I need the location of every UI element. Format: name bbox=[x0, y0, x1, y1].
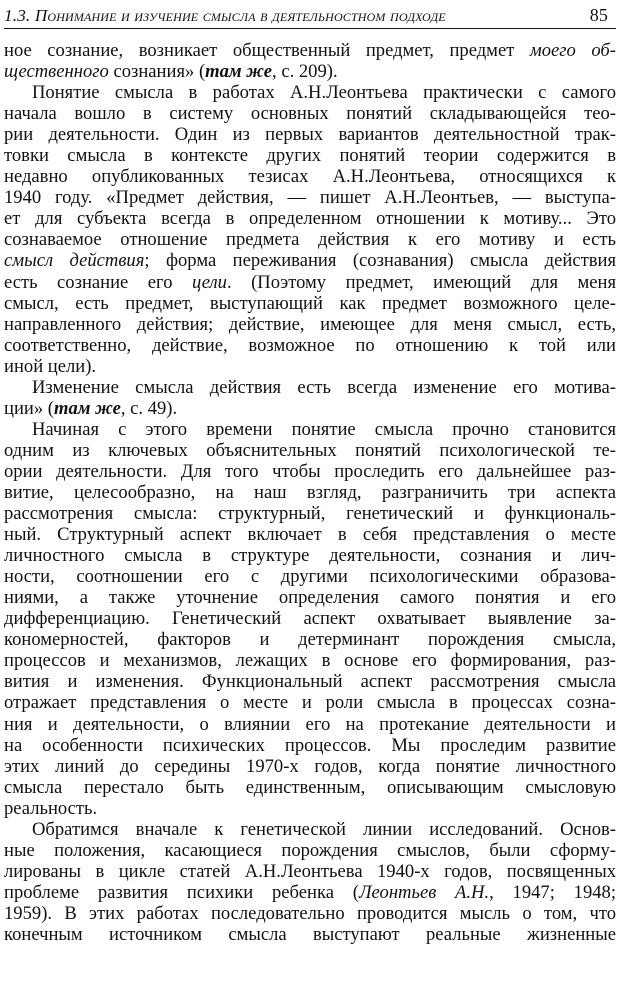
text-run: рии деятельности. Один из первых вариантов деятельностной трак- bbox=[4, 124, 616, 146]
text-line bbox=[4, 293, 616, 314]
text-line bbox=[4, 608, 616, 629]
text-run: сознания» ( bbox=[108, 61, 206, 83]
text-run: 1959). В этих работах последовательно проводится мысль о том, что bbox=[4, 902, 616, 924]
text-run: цели bbox=[191, 271, 227, 293]
text-run: реальность. bbox=[4, 797, 98, 819]
text-line bbox=[4, 356, 616, 377]
text-line bbox=[4, 798, 616, 819]
running-title: 1.3. Понимание и изучение смысла в деятельностном подходе bbox=[4, 6, 446, 25]
text-line bbox=[4, 482, 616, 503]
text-line bbox=[4, 440, 616, 461]
text-line bbox=[4, 272, 616, 293]
text-line bbox=[4, 103, 616, 124]
text-run: ный. Структурный аспект включает в себя представления о месте bbox=[4, 524, 616, 546]
text-line bbox=[4, 419, 616, 440]
text-line bbox=[4, 861, 616, 882]
text-run: . (Поэтому предмет, имеющий для меня bbox=[226, 271, 616, 293]
running-head bbox=[4, 2, 612, 28]
text-line bbox=[4, 903, 616, 924]
text-line bbox=[4, 924, 616, 945]
text-run: витие, целесообразно, на наш взгляд, разграничить три аспекта bbox=[4, 481, 616, 503]
text-run: ные положения, касающиеся порождения смыслов, были сформу- bbox=[4, 839, 616, 861]
text-line bbox=[4, 735, 616, 756]
text-run bbox=[205, 61, 272, 82]
text-line bbox=[4, 145, 616, 166]
text-line bbox=[4, 524, 616, 545]
text-run: иной цели). bbox=[4, 355, 97, 377]
text-line bbox=[4, 208, 616, 229]
text-run: вития и изменения. Функциональный аспект рассмотрения смысла bbox=[4, 671, 616, 693]
text-run: ное сознание, возникает общественный предмет, предмет bbox=[4, 40, 530, 61]
text-run: , 1947; 1948; bbox=[489, 881, 616, 903]
text-line bbox=[4, 335, 616, 356]
text-run: ; форма переживания (сознавания) смысла действия bbox=[144, 250, 616, 272]
text-line bbox=[4, 398, 616, 419]
header-rule bbox=[4, 28, 616, 29]
text-run: Понятие смысла в работах А.Н.Леонтьева практически с самого bbox=[32, 82, 616, 104]
text-run: на особенности психических процессов. Мы проследим развитие bbox=[4, 734, 616, 756]
text-run: 1940 году. «Предмет действия, — пишет А.Н.Леонтьев, — выступа- bbox=[4, 187, 616, 209]
text-line bbox=[4, 566, 616, 587]
text-line bbox=[4, 756, 616, 777]
text-run: Изменение смысла действия есть всегда изменение его мотива- bbox=[32, 376, 616, 398]
text-run: сознаваемое отношение предмета действия к его мотиву и есть bbox=[4, 229, 616, 251]
text-run bbox=[54, 398, 121, 419]
text-run: начала вошло в систему основных понятий складывающейся тео- bbox=[4, 103, 616, 125]
text-run: отражает представления о месте и роли смысла в процессах созна- bbox=[4, 692, 616, 714]
text-line bbox=[4, 629, 616, 650]
text-run: щественного bbox=[4, 61, 109, 83]
text-line bbox=[4, 503, 616, 524]
text-line bbox=[4, 587, 616, 608]
text-run: направленного действия; действие, имеющее для меня смысл, есть, bbox=[4, 313, 616, 335]
text-run: ниями, а также уточнение определения самого понятия и его bbox=[4, 587, 616, 609]
text-run: смысл, есть предмет, выступающий как предмет возможного целе- bbox=[4, 292, 616, 314]
text-line bbox=[4, 882, 616, 903]
text-run: личностного смысла в структуре деятельности, сознания и лич- bbox=[4, 545, 616, 567]
text-line bbox=[4, 650, 616, 671]
text-run: лированы в цикле статей А.Н.Леонтьева 1940-х годов, посвященных bbox=[4, 860, 616, 882]
page-number: 85 bbox=[589, 5, 608, 25]
text-line bbox=[4, 692, 616, 713]
text-run: процессов и механизмов, лежащих в основе его формирования, раз- bbox=[4, 650, 616, 672]
text-line bbox=[4, 840, 616, 861]
text-run: соответственно, действие, возможное по отношению к той или bbox=[4, 334, 616, 356]
text-run: Леонтьев А.Н. bbox=[358, 881, 490, 903]
body-text bbox=[4, 40, 616, 945]
text-run: рассмотрения смысла: структурный, генетический и функциональ- bbox=[4, 503, 616, 525]
text-run: Начиная с этого времени понятие смысла прочно становится bbox=[32, 418, 616, 440]
text-run: ории деятельности. Для того чтобы проследить его дальнейшее раз- bbox=[4, 460, 616, 482]
text-line bbox=[4, 314, 616, 335]
text-line bbox=[4, 545, 616, 566]
text-run: смысла перестало быть единственным, описывающим смысловую bbox=[4, 776, 616, 798]
text-line bbox=[4, 714, 616, 735]
text-line bbox=[4, 166, 616, 187]
text-line bbox=[4, 671, 616, 692]
text-run: товки смысла в контексте других понятий теории содержится в bbox=[4, 145, 616, 167]
text-run: конечным источником смысла выступают реальные жизненные bbox=[4, 923, 616, 945]
text-line bbox=[4, 777, 616, 798]
text-run: ции» ( bbox=[4, 397, 54, 419]
text-line bbox=[4, 250, 616, 271]
text-run: кономерностей, факторов и детерминант порождения смысла, bbox=[4, 629, 616, 651]
text-line bbox=[4, 461, 616, 482]
text-run: проблеме развития психики ребенка ( bbox=[4, 881, 359, 903]
text-run: , с. 209). bbox=[272, 61, 338, 83]
text-run: дифференциацию. Генетический аспект охватывает выявление за- bbox=[4, 608, 616, 630]
text-run: недавно опубликованных тезисах А.Н.Леонтьева, относящихся к bbox=[4, 166, 616, 188]
text-line bbox=[4, 82, 616, 103]
text-line bbox=[4, 124, 616, 145]
text-run: моего об- bbox=[529, 40, 616, 61]
text-run: ет для субъекта всегда в определенном отношении к мотиву... Это bbox=[4, 208, 616, 230]
text-line bbox=[4, 40, 616, 61]
text-run: смысл действия bbox=[4, 250, 145, 272]
text-run: ности, соотношении его с другими психологическими образова- bbox=[4, 566, 616, 588]
text-line bbox=[4, 819, 616, 840]
text-run: , с. 49). bbox=[120, 397, 178, 419]
text-run: ния и деятельности, о влиянии его на протекание деятельности и bbox=[4, 713, 616, 735]
text-run: есть сознание его bbox=[4, 271, 192, 293]
text-run: Обратимся вначале к генетической линии исследований. Основ- bbox=[32, 818, 616, 840]
text-line bbox=[4, 61, 616, 82]
text-line bbox=[4, 229, 616, 250]
text-line bbox=[4, 377, 616, 398]
text-run: там же bbox=[54, 397, 121, 419]
text-run: там же bbox=[205, 61, 273, 83]
text-run: одним из ключевых объяснительных понятий психологической те- bbox=[4, 439, 616, 461]
text-run: этих линий до середины 1970-х годов, когда понятие личностного bbox=[4, 755, 616, 777]
text-line bbox=[4, 187, 616, 208]
